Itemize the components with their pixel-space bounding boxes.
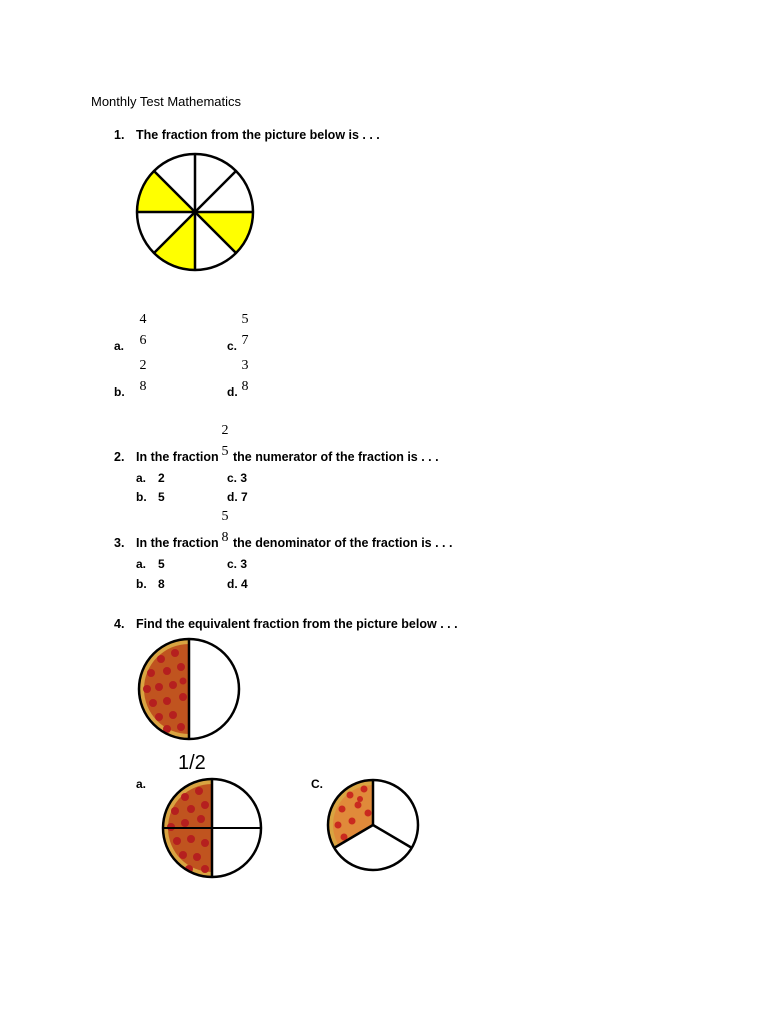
denominator: 8 <box>241 379 249 394</box>
numerator: 5 <box>221 509 229 524</box>
question-3-text-before: In the fraction <box>136 536 219 550</box>
half-pizza-circle <box>137 637 241 741</box>
question-2-text-before: In the fraction <box>136 450 219 464</box>
numerator: 3 <box>241 358 249 373</box>
shaded-sector-left-upper <box>137 171 195 212</box>
question-3-fraction <box>218 510 232 545</box>
denominator: 8 <box>139 379 147 394</box>
q3-option-a-letter[interactable]: a. <box>136 557 147 571</box>
shaded-sector-bottom-left <box>154 212 195 270</box>
q3-option-a-value[interactable]: 5 <box>158 557 165 571</box>
numerator: 4 <box>139 312 147 327</box>
test-title: Monthly Test Mathematics <box>91 94 242 109</box>
denominator: 6 <box>139 333 147 348</box>
question-4-text: Find the equivalent fraction from the picture below . . . <box>136 617 458 631</box>
denominator: 7 <box>241 333 249 348</box>
q1-option-c-fraction[interactable] <box>238 313 252 348</box>
numerator: 5 <box>241 312 249 327</box>
q4-option-a-pizza[interactable] <box>161 777 263 879</box>
picture-caption: 1/2 <box>178 752 206 774</box>
numerator: 2 <box>221 423 229 438</box>
q4-option-c-letter[interactable]: C. <box>311 777 323 791</box>
q2-option-c[interactable]: c. 3 <box>227 471 248 485</box>
q1-option-c-letter[interactable]: c. <box>227 339 238 353</box>
question-1-number: 1. <box>114 128 125 142</box>
q2-option-a-letter[interactable]: a. <box>136 471 147 485</box>
q1-option-a-letter[interactable]: a. <box>114 339 125 353</box>
denominator: 5 <box>221 444 229 459</box>
eight-part-circle <box>135 152 255 274</box>
q4-option-c-pizza[interactable] <box>326 777 420 873</box>
question-2-number: 2. <box>114 450 125 464</box>
q1-option-a-fraction[interactable] <box>136 313 150 348</box>
q2-option-d[interactable]: d. 7 <box>227 490 248 504</box>
q3-option-c[interactable]: c. 3 <box>227 557 248 571</box>
question-3-text-after: the denominator of the fraction is . . . <box>233 536 453 550</box>
q2-option-b-letter[interactable]: b. <box>136 490 147 504</box>
question-4-number: 4. <box>114 617 125 631</box>
q1-option-d-letter[interactable]: d. <box>227 385 238 399</box>
q3-option-b-value[interactable]: 8 <box>158 577 165 591</box>
q2-option-b-value[interactable]: 5 <box>158 490 165 504</box>
q1-option-b-fraction[interactable] <box>136 359 150 394</box>
question-2-text-after: the numerator of the fraction is . . . <box>233 450 439 464</box>
q2-option-a-value[interactable]: 2 <box>158 471 165 485</box>
question-1-text: The fraction from the picture below is . . . <box>136 128 380 142</box>
q1-option-b-letter[interactable]: b. <box>114 385 125 399</box>
denominator: 8 <box>221 530 229 545</box>
q1-option-d-fraction[interactable] <box>238 359 252 394</box>
q4-option-a-letter[interactable]: a. <box>136 777 147 791</box>
shaded-sector-right-lower <box>195 212 253 253</box>
q3-option-d[interactable]: d. 4 <box>227 577 248 591</box>
q3-option-b-letter[interactable]: b. <box>136 577 147 591</box>
numerator: 2 <box>139 358 147 373</box>
question-2-fraction <box>218 424 232 459</box>
question-3-number: 3. <box>114 536 125 550</box>
